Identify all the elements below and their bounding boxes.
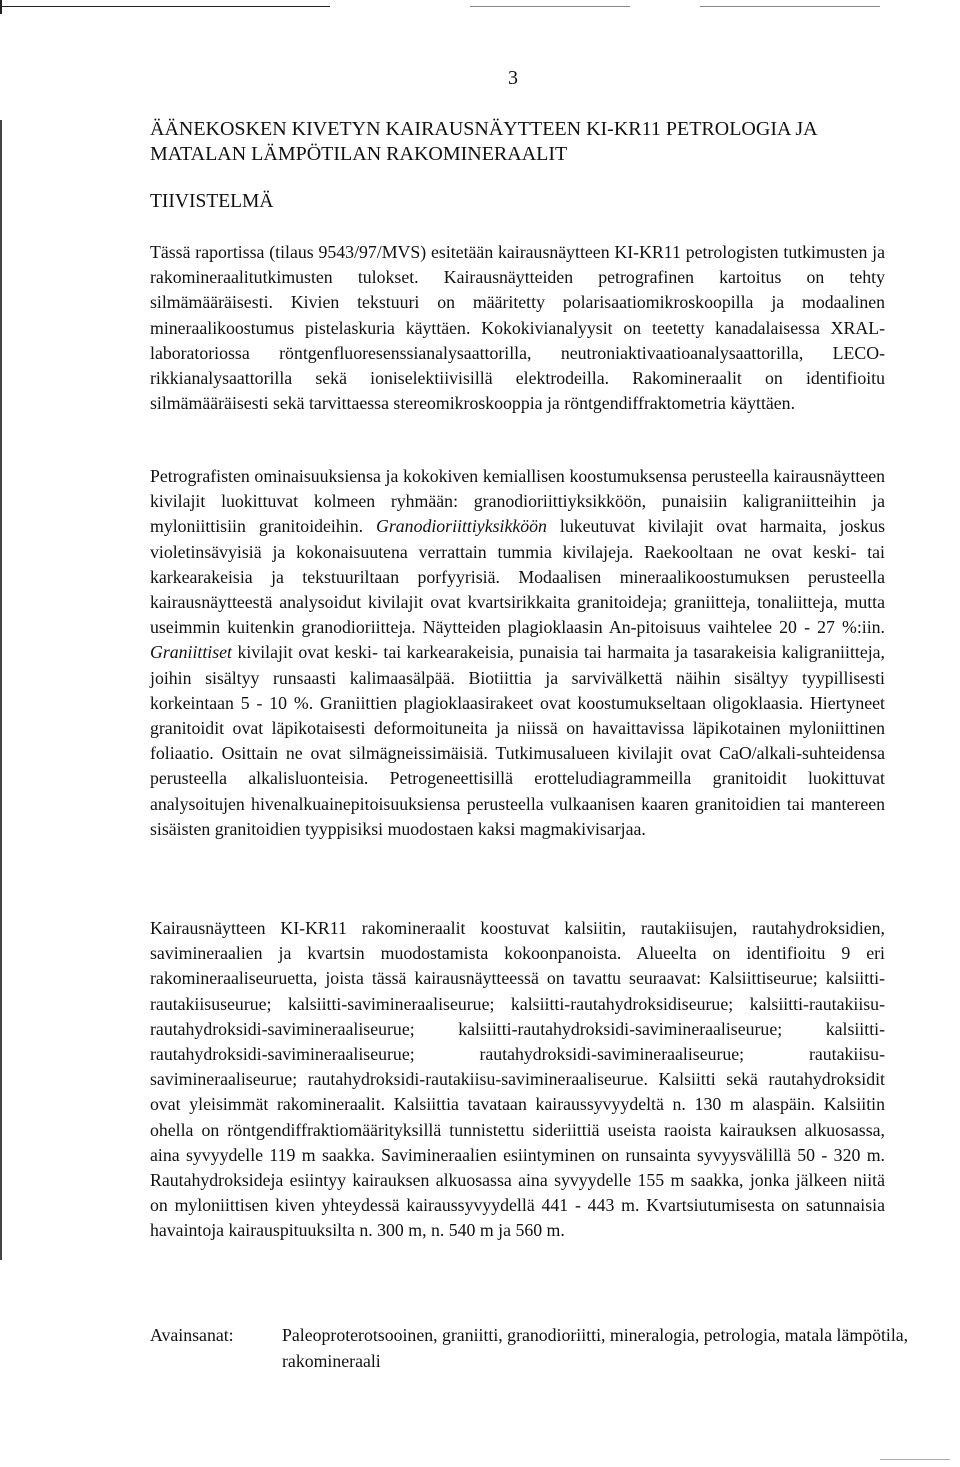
italic-term: Granodioriittiyksikköön: [376, 516, 547, 537]
scan-corner-mark: [0, 0, 2, 14]
paragraph-text: lukeutuvat kivilajit ovat harmaita, joskus violetinsävyisiä ja kokonaisuutena verrattain tummia kivilajeja. Raekooltaan ne ovat keski- tai karkearakeisia ja tekstuuriltaan porfyyrisiä. Modaalisen mineraalikoostumuksen perusteella kairausnäytteestä analysoidut kivilajit ovat kvartsirikkaita granitoideja; graniitteja, tonaliitteja, mutta useimmin kuitenkin granodioriitteja. Näytteiden plagioklaasin An-pitoisuus vaihtelee 20 - 27 %:iin.: [150, 516, 885, 638]
abstract-heading: TIIVISTELMÄ: [150, 191, 274, 212]
scan-top-dash: [470, 6, 630, 7]
paragraph-text: kivilajit ovat keski- tai karkearakeisia, punaisia tai harmaita ja tasarakeisia kaligraniitteja, joihin sisältyy runsaasti kalimaasälpää. Biotiittia ja sarvivälkettä näihin sisältyy tyypillisesti korkeintaan 5 - 10 %. Graniittien plagioklaasirakeet ovat koostumukseltaan oligoklaasia. Hiertyneet granitoidit ovat läpikotaisesti deformoituneita ja niissä on havaittavissa läpikotainen myloniittinen foliaatio. Osittain ne ovat silmägneissimäisiä. Tutkimusalueen kivilajit ovat CaO/alkali-suhteidensa perusteella alkalisluonteisia. Petrogeneettisillä erotteludiagrammeilla granitoidit luokittuvat analysoitujen hivenalkuainepitoisuuksiensa perusteella vulkaanisen kaaren granitoidien tai mantereen sisäisten granitoidien tyyppisiksi muodostaen kaksi magmakivisarjaa.: [150, 642, 885, 839]
page-number: 3: [508, 67, 518, 89]
scan-top-dash: [700, 6, 880, 7]
abstract-paragraph-methods: Tässä raportissa (tilaus 9543/97/MVS) esitetään kairausnäytteen KI-KR11 petrologisten tutkimusten ja rakomineraalitutkimusten tulokset. Kairausnäytteiden petrografinen kartoitus on tehty silmämääräisesti. Kivien tekstuuri on määritetty polarisaatiomikroskoopilla ja modaalinen mineraalikoostumus pistelaskuria käyttäen. Kokokivianalyysit on teetetty kanadalaisessa XRAL-laboratoriossa röntgenfluoresenssianalysaattorilla, neutroniaktivaatioanalysaattorilla, LECO-rikkianalysaattorilla sekä ioniselektiivisillä elektrodeilla. Rakomineraalit on identifioitu silmämääräisesti sekä tarvittaessa stereomikroskooppia ja röntgendiffraktometria käyttäen.: [150, 242, 885, 414]
keywords-row: [150, 1323, 910, 1374]
keywords-value: Paleoproterotsooinen, graniitti, granodioriitti, mineralogia, petrologia, matala lämpötila, rakomineraali: [282, 1325, 909, 1371]
abstract-paragraph-fracture-minerals: Kairausnäytteen KI-KR11 rakomineraalit koostuvat kalsiitin, rautakiisujen, rautahydroksidien, savimineraalien ja kvartsin muodostamista kokoonpanoista. Alueelta on identifioitu 9 eri rakomineraaliseuruetta, joista tässä kairausnäytteessä on tavattu seuraavat: Kalsiittiseurue; kalsiitti-rautakiisuseurue; kalsiitti-savimineraaliseurue; kalsiitti-rautahydroksidiseurue; kalsiitti-rautakiisu-rautahydroksidi-savimineraaliseurue; kalsiitti-rautahydroksidi-savimineraaliseurue; kalsiitti-rautahydroksidi-savimineraaliseurue; rautahydroksidi-savimineraaliseurue; rautakiisu-savimineraaliseurue; rautahydroksidi-rautakiisu-savimineraaliseurue. Kalsiitti sekä rautahydroksidit ovat yleisimmät rakomineraalit. Kalsiittia tavataan kairaussyvyydeltä n. 130 m alaspäin. Kalsiitin ohella on röntgendiffraktiomäärityksillä tunnistettu sideriittiä useista raoista kairauksen alkuosassa, aina syvyydelle 119 m saakka. Savimineraalien esiintyminen on runsainta syvyysvälillä 50 - 320 m. Rautahydroksideja esiintyy kairauksen alkuosassa aina syvyydelle 155 m saakka, jonka jälkeen niitä on myloniittisen kiven yhteydessä kairaussyvyydellä 441 - 443 m. Kvartsiutumisesta on satunnaisia havaintoja kairauspituuksilta n. 300 m, n. 540 m ja 560 m.: [150, 918, 885, 1241]
scan-top-rule: [0, 6, 330, 7]
scan-left-edge: [0, 120, 2, 1260]
paragraph-text: Petrografisten ominaisuuksiensa ja kokokiven kemiallisen koostumuksensa perusteella kairausnäytteen kivilajit luokittuvat kolmeen ryhmään: granodioriittiyksikköön, punaisiin kaligraniitteihin ja myloniittisiin granitoideihin.: [150, 466, 885, 537]
abstract-paragraph-petrography: [150, 464, 885, 842]
scan-bottom-dash: [880, 1459, 950, 1460]
document-title: ÄÄNEKOSKEN KIVETYN KAIRAUSNÄYTTEEN KI-KR11 PETROLOGIA JA MATALAN LÄMPÖTILAN RAKOMINERAALIT: [150, 118, 817, 165]
keywords-label: Avainsanat:: [150, 1325, 234, 1345]
italic-term: Graniittiset: [150, 642, 232, 663]
